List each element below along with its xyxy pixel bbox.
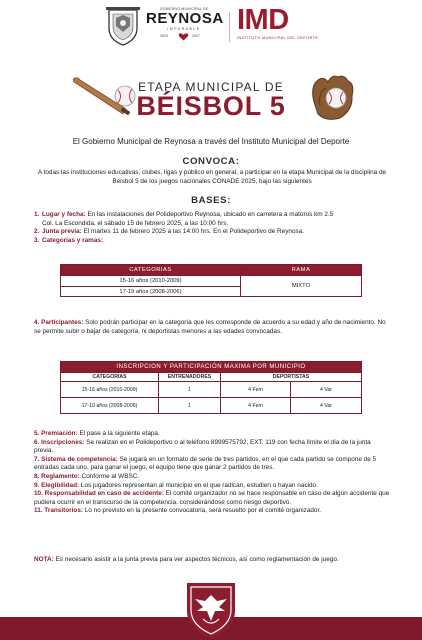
list-item: 1. Lugar y fecha: En las instalaciones del Polideportivo Reynosa, ubicado en carretera a matoros km 2.5 [34, 211, 334, 218]
note-paragraph: NOTA: Es necesario asistir a la junta previa para ver aspectos técnicos, así como reglamentación de juego. [34, 556, 339, 563]
registration-table [60, 361, 362, 414]
category-column [61, 275, 241, 296]
imd-logo [237, 6, 319, 40]
header-divider [229, 12, 230, 42]
header-categorias: CATEGORIAS [61, 267, 241, 273]
table-row: 17-19 años (2008-2006) 1 4 Fem 4 Var [61, 397, 361, 413]
eagle-shield-icon [181, 581, 241, 640]
year-start: 2024 [160, 34, 168, 38]
intro-paragraph: A todas las instituciones educativas, clubes, ligas y público en general, a participar en la etapa Municipal de la disciplina de Béisbol 5 de los juegos nacionales CONADE 2025, bajo las siguientes [37, 169, 387, 185]
reynosa-name: REYNOSA [146, 10, 224, 27]
baseball-glove-icon [306, 72, 358, 122]
stage-heading: ETAPA MUNICIPAL DE [138, 80, 284, 94]
categories-table [60, 264, 362, 297]
table-header [61, 265, 361, 275]
list-item: 5. Premiación: El pase a la siguiente etapa. [34, 430, 160, 437]
table-row: 17-19 años (2008-2006) [61, 286, 240, 297]
header [0, 4, 422, 50]
rama-cell: MIXTO [241, 275, 361, 296]
reynosa-logo [146, 7, 222, 41]
bases-list-b [34, 430, 390, 516]
table-title: INSCRIPCION Y PARTICIPACIÓN MAXIMA POR MUNICIPIO [61, 362, 361, 372]
convoca-heading: CONVOCA: [182, 156, 240, 167]
city-crest-icon [104, 6, 142, 46]
header-rama: RAMA [291, 267, 311, 273]
participants-item: 4. Participantes: Solo podrán participar en la categoría que les corresponde de acuerdo a su edad y año de nacimiento. No se permite subir o bajar de categoría, ni deportistas menores a las edades convocadas. [34, 319, 386, 335]
reynosa-subtitle: GOBIERNO MUNICIPAL DE [159, 7, 209, 11]
table-row: 15-16 años (2010-2009) [61, 275, 240, 286]
list-item: 7. Sistema de competencia: Se jugará en un formato de serie de tres partidos, en el que cada partido se compone de 5 entradas cada uno, para ganar el juego, el equipo tiene que ganar 2 partidos de tres. [34, 455, 377, 472]
heart-icon [178, 33, 189, 41]
list-item: 10. Responsabilidad en caso de accidente: El comité organizador no se hace responsable en caso de algún accidente que pudiera ocurrir en el transcurso de la competencia. considerándose como riesgo deportivo. [34, 490, 390, 506]
reynosa-years [146, 33, 222, 41]
list-item: 11. Transitorios: Lo no previsto en la presente convocatoria, será resuelto por el comité organizador. [34, 507, 322, 515]
imd-subtitle: INSTITUTO MUNICIPAL DEL DEPORTE [237, 36, 319, 40]
list-item: 9. Elegibilidad: Los jugadores representan al municipio en el que radican, estudien o hayan nacido. [34, 481, 318, 489]
reynosa-tagline: IMPARABLE [167, 27, 201, 31]
list-item-continuation: Col. La Escondida, el sábado 15 de febrero 2025, a las 10:00 hrs. [42, 219, 229, 227]
bases-heading: BASES: [191, 195, 231, 206]
year-end: 2027 [192, 34, 200, 38]
table-header: CATEGORIAS ENTRENADORES DEPORTISTAS [61, 372, 361, 381]
event-title: BÉISBOL 5 [136, 91, 286, 121]
imd-name: IMD [237, 4, 289, 36]
list-item: 3. Categorías y ramas: [34, 236, 104, 244]
list-item: 6. Inscripciones: Se realizan en el Polideportivo o al teléfono 8999575792, EXT. 119 con fecha límite el día de la junta previa. [34, 438, 371, 455]
list-item: 8. Reglamento: Conforme al WBSC. [34, 472, 140, 480]
organizer-line: El Gobierno Municipal de Reynosa a través del Instituto Municipal del Deporte [72, 137, 350, 146]
table-row: 15-16 años (2010-2009) 1 4 Fem 4 Var [61, 381, 361, 397]
bases-list-a [34, 211, 390, 245]
list-item: 2. Junta previa: El martes 11 de febrero 2025 a las 14:00 hrs. En el Polideportivo de Reynosa. [34, 228, 305, 236]
table-body [61, 275, 361, 296]
